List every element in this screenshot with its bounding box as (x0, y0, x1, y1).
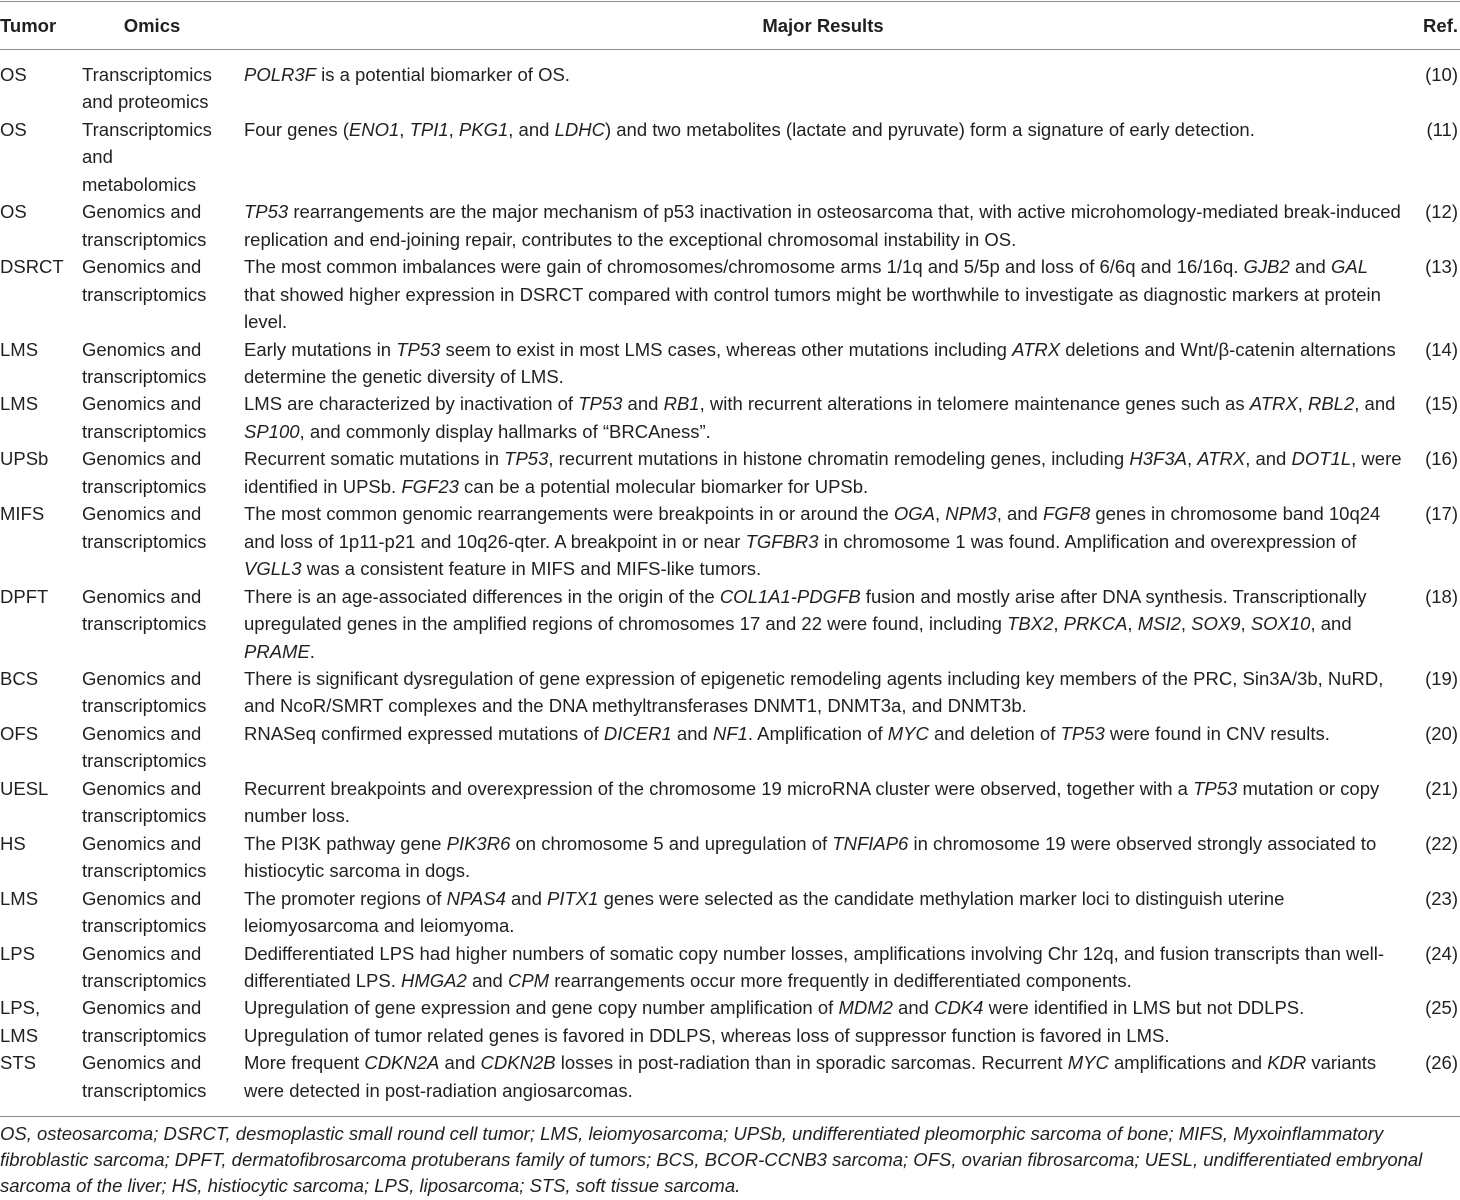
gene-name: DOT1L (1291, 448, 1352, 470)
major-results-cell (244, 885, 1410, 940)
table-row (0, 198, 1460, 253)
gene-name: MYC (1067, 1052, 1109, 1074)
gene-name: HMGA2 (401, 969, 467, 991)
ref-cell: (20) (1425, 722, 1458, 744)
results-text: on chromosome 5 and upregulation of (510, 832, 833, 854)
gene-name: KDR (1267, 1052, 1307, 1074)
major-results-cell (244, 336, 1410, 391)
results-text: genes were selected as the candidate methylation marker loci to distinguish uterine leiomyosarcoma and leiomyoma. (244, 887, 1285, 937)
omics-cell: Genomics and transcriptomics (82, 585, 207, 635)
tumor-cell: UESL (0, 777, 49, 799)
ref-cell: (18) (1425, 585, 1458, 607)
results-text: , (448, 118, 459, 140)
results-text: was a consistent feature in MIFS and MIFS-like tumors. (301, 558, 762, 580)
results-text: Dedifferentiated LPS had higher numbers of somatic copy number losses, amplifications involving Chr 12q, and fusion transcripts than well-differentiated LPS. (244, 942, 1385, 991)
omics-cell: Genomics and transcriptomics (82, 338, 207, 387)
major-results-cell (244, 198, 1410, 253)
results-text: , and commonly display hallmarks of “BRCAness”. (299, 420, 711, 442)
gene-name: TP53 (1060, 722, 1105, 744)
table-row (0, 336, 1460, 391)
table-row (0, 500, 1460, 582)
gene-name: RBL2 (1307, 393, 1355, 415)
gene-name: ATRX (1012, 338, 1061, 360)
major-results-cell (244, 116, 1410, 198)
results-text: seem to exist in most LMS cases, whereas other mutations including (440, 338, 1013, 360)
results-text: amplifications and (1108, 1052, 1268, 1074)
results-text: ) and two metabolites (lactate and pyruvate) form a signature of early detection. (604, 118, 1255, 140)
gene-name: CDKN2A (364, 1052, 440, 1074)
gene-name: POLR3F (244, 64, 316, 85)
header-ref: Ref. (1410, 1, 1460, 50)
tumor-cell: HS (0, 832, 26, 854)
omics-cell: Transcriptomics and proteomics (82, 64, 212, 113)
table-row (0, 720, 1460, 775)
omics-cell: Genomics and transcriptomics (82, 201, 207, 250)
results-text: and (439, 1052, 481, 1074)
tumor-cell: LMS (0, 393, 39, 415)
tumor-cell: LMS (0, 887, 39, 909)
results-text: and deletion of (928, 722, 1061, 744)
ref-cell: (24) (1425, 942, 1458, 964)
results-text: fusion and mostly arise after DNA synthesis. Transcriptionally upregulated genes in the amplified regions of chromosomes 17 and 22 were found, including (244, 585, 1367, 635)
results-text: , (1240, 613, 1251, 635)
results-text: Early mutations in (244, 338, 397, 360)
omics-cell: Genomics and transcriptomics (82, 667, 207, 717)
results-text: in chromosome 19 were observed strongly associated to histiocytic sarcoma in dogs. (244, 832, 1377, 882)
gene-name: GAL (1330, 256, 1368, 278)
results-text: There is an age-associated differences in the origin of the (244, 585, 720, 607)
gene-name: PIK3R6 (446, 832, 511, 854)
table-row (0, 445, 1460, 500)
gene-name: TGFBR3 (745, 530, 819, 552)
results-text: that showed higher expression in DSRCT compared with control tumors might be worthwhile to investigate as diagnostic markers at protein level. (244, 283, 1381, 333)
table-row (0, 830, 1460, 885)
results-text: and (505, 887, 548, 909)
results-text: were found in CNV results. (1104, 722, 1330, 744)
table-row (0, 994, 1460, 1049)
gene-name: OGA (893, 503, 936, 525)
results-text: , and (1245, 448, 1292, 470)
results-text: , (1180, 613, 1192, 635)
table-row (0, 665, 1460, 720)
header-tumor: Tumor (0, 1, 82, 50)
gene-name: RB1 (663, 393, 700, 415)
results-text: mutation or copy number loss. (244, 777, 1380, 827)
gene-name: PKG1 (458, 118, 509, 140)
results-text: RNASeq confirmed expressed mutations of (244, 722, 604, 744)
ref-cell: (23) (1425, 887, 1458, 909)
results-text: , (399, 118, 410, 140)
gene-name: GJB2 (1243, 256, 1290, 278)
results-text: , with recurrent alterations in telomere maintenance genes such as (699, 393, 1250, 415)
results-text: rearrangements occur more frequently in dedifferentiated components. (549, 969, 1132, 991)
results-text: and (671, 722, 713, 744)
tumor-cell: STS (0, 1049, 82, 1117)
table-row (0, 1049, 1460, 1117)
results-text: , (1297, 393, 1308, 415)
ref-cell: (17) (1425, 503, 1458, 525)
gene-name: VGLL3 (244, 558, 302, 580)
gene-name: TP53 (244, 201, 289, 223)
results-text: . Amplification of (747, 722, 888, 744)
results-text: , (1186, 448, 1198, 470)
gene-name: MSI2 (1137, 613, 1181, 635)
ref-cell: (21) (1425, 777, 1458, 799)
gene-name: PRAME (244, 640, 310, 662)
header-row (0, 1, 1460, 50)
omics-cell: Genomics and transcriptomics (82, 832, 207, 882)
major-results-cell (244, 583, 1410, 665)
major-results-cell (244, 390, 1410, 445)
header-major-results: Major Results (244, 1, 1410, 50)
omics-cell: Genomics and transcriptomics (82, 777, 207, 827)
header-omics: Omics (82, 1, 244, 50)
results-text: variants were detected in post-radiation angiosarcomas. (244, 1052, 1377, 1101)
omics-cell: Genomics and transcriptomics (82, 887, 207, 937)
omics-cell: Genomics and transcriptomics (82, 448, 207, 497)
gene-name: PITX1 (547, 887, 599, 909)
omics-cell: Transcriptomics and metabolomics (82, 118, 212, 195)
omics-cell: Genomics and transcriptomics (82, 1049, 244, 1117)
gene-name: ENO1 (348, 118, 400, 140)
results-text: and (466, 969, 508, 991)
results-text: in chromosome 1 was found. Amplification and overexpression of (818, 530, 1357, 552)
major-results-cell (244, 940, 1410, 995)
tumor-cell: MIFS (0, 503, 45, 525)
ref-cell: (14) (1425, 338, 1458, 360)
results-text: , (1053, 613, 1064, 635)
results-text: . (309, 640, 315, 662)
gene-name: FGF8 (1043, 503, 1091, 525)
ref-cell: (11) (1426, 118, 1458, 140)
ref-cell: (16) (1425, 448, 1458, 470)
tumor-cell: OS (0, 64, 27, 85)
tumor-cell: LPS, LMS (0, 997, 41, 1046)
gene-name: MDM2 (838, 997, 893, 1019)
gene-name: ATRX (1197, 448, 1246, 470)
omics-cell: Genomics and transcriptomics (82, 393, 207, 442)
ref-cell: (26) (1410, 1049, 1460, 1117)
gene-name: NF1 (712, 722, 748, 744)
ref-cell: (10) (1425, 64, 1458, 85)
results-text: , and (996, 503, 1043, 525)
results-text: , recurrent mutations in histone chromatin remodeling genes, including (548, 448, 1130, 470)
gene-name: H3F3A (1129, 448, 1187, 470)
table-row (0, 50, 1460, 116)
results-text: Recurrent breakpoints and overexpression of the chromosome 19 microRNA cluster were observed, together with a (244, 777, 1194, 799)
results-text: deletions and Wnt/β-catenin alternations determine the genetic diversity of LMS. (244, 338, 1396, 387)
gene-name: TP53 (504, 448, 549, 470)
gene-name: SOX9 (1191, 613, 1241, 635)
ref-cell: (13) (1425, 256, 1458, 278)
gene-name: PRKCA (1063, 613, 1128, 635)
results-text: , and (1310, 613, 1352, 635)
omics-cell: Genomics and transcriptomics (82, 503, 207, 552)
gene-name: DICER1 (603, 722, 672, 744)
results-text: Four genes ( (244, 118, 349, 140)
results-text: The most common genomic rearrangements were breakpoints in or around the (244, 503, 894, 525)
gene-name: ATRX (1249, 393, 1298, 415)
results-text: LMS are characterized by inactivation of (244, 393, 579, 415)
ref-cell: (19) (1425, 667, 1458, 689)
major-results-cell (244, 445, 1410, 500)
ref-cell: (22) (1425, 832, 1458, 854)
major-results-cell (244, 500, 1410, 582)
major-results-cell (244, 665, 1410, 720)
results-text: , and (1354, 393, 1396, 415)
gene-name: TNFIAP6 (832, 832, 909, 854)
gene-name: TP53 (1193, 777, 1238, 799)
results-text: The PI3K pathway gene (244, 832, 447, 854)
omics-cell: Genomics and transcriptomics (82, 942, 207, 991)
results-text: is a potential biomarker of OS. (315, 64, 570, 85)
results-text: Recurrent somatic mutations in (244, 448, 505, 470)
results-text: rearrangements are the major mechanism of p53 inactivation in osteosarcoma that, with active microhomology-mediated break-induced replication and end-joining repair, contributes to the exceptional chromosomal instability in OS. (244, 201, 1401, 250)
gene-name: SOX10 (1250, 613, 1311, 635)
results-text: There is significant dysregulation of gene expression of epigenetic remodeling agents including key members of the PRC, Sin3A/3b, NuRD, and NcoR/SMRT complexes and the DNA methyltransferases DNMT1, DNMT3a, and DNMT3b. (244, 667, 1384, 717)
table-row (0, 253, 1460, 335)
results-text: and (622, 393, 664, 415)
table-body (0, 50, 1460, 1117)
omics-cell: Genomics and transcriptomics (82, 256, 207, 305)
results-text: , were identified in UPSb. (244, 448, 1402, 497)
results-text: were identified in LMS but not DDLPS. Upregulation of tumor related genes is favored in DDLPS, whereas loss of suppressor function is favored in LMS. (244, 997, 1305, 1046)
results-text: , (1127, 613, 1138, 635)
tumor-cell: BCS (0, 667, 39, 689)
table-row (0, 116, 1460, 198)
table-header (0, 1, 1460, 50)
results-text: The most common imbalances were gain of chromosomes/chromosome arms 1/1q and 5/5p and loss of 6/6q and 16/16q. (244, 256, 1244, 278)
tumor-cell: UPSb (0, 448, 49, 470)
table-row (0, 775, 1460, 830)
results-text: and (1289, 256, 1331, 278)
gene-name: CPM (507, 969, 550, 991)
omics-cell: Genomics and transcriptomics (82, 997, 207, 1046)
gene-name: TP53 (396, 338, 441, 360)
gene-name: MYC (887, 722, 929, 744)
results-text: More frequent (244, 1052, 365, 1074)
major-results-cell (244, 1049, 1410, 1117)
table-row (0, 885, 1460, 940)
major-results-cell (244, 50, 1410, 116)
tumor-cell: OS (0, 118, 27, 140)
major-results-cell (244, 720, 1410, 775)
ref-cell: (15) (1425, 393, 1458, 415)
gene-name: FGF23 (401, 475, 459, 497)
results-text: Upregulation of gene expression and gene copy number amplification of (244, 997, 839, 1019)
major-results-cell (244, 830, 1410, 885)
gene-name: TBX2 (1007, 613, 1054, 635)
gene-name: CDK4 (934, 997, 984, 1019)
gene-name: TP53 (578, 393, 623, 415)
results-text: The promoter regions of (244, 887, 447, 909)
gene-name: COL1A1-PDGFB (719, 585, 861, 607)
results-text: , and (508, 118, 555, 140)
tumor-cell: OS (0, 201, 27, 223)
gene-name: NPAS4 (446, 887, 506, 909)
ref-cell: (25) (1425, 997, 1458, 1019)
results-text: genes in chromosome band 10q24 and loss of 1p11-p21 and 10q26-qter. A breakpoint in or near (244, 503, 1381, 552)
major-results-cell (244, 775, 1410, 830)
results-text: losses in post-radiation than in sporadic sarcomas. Recurrent (555, 1052, 1068, 1074)
table-row (0, 390, 1460, 445)
tumor-cell: OFS (0, 722, 39, 744)
table-row (0, 940, 1460, 995)
ref-cell: (12) (1425, 201, 1458, 223)
results-text: can be a potential molecular biomarker for UPSb. (458, 475, 869, 497)
tumor-cell: DPFT (0, 585, 49, 607)
results-text: and (892, 997, 935, 1019)
table-row (0, 583, 1460, 665)
gene-name: SP100 (244, 420, 300, 442)
table-footnote: OS, osteosarcoma; DSRCT, desmoplastic small round cell tumor; LMS, leiomyosarcoma; UPSb, undifferentiated pleomorphic sarcoma of bone; MIFS, Myxoinflammatory fibroblastic sarcoma; DPFT, dermatofibrosarcoma protuberans family of tumors; BCS, BCOR-CCNB3 sarcoma; OFS, ovarian fibrosarcoma; UESL, undifferentiated embryonal sarcoma of the liver; HS, histiocytic sarcoma; LPS, liposarcoma; STS, soft tissue sarcoma. (0, 1123, 1423, 1197)
major-results-cell (244, 994, 1410, 1049)
omics-results-table (0, 1, 1460, 1117)
omics-cell: Genomics and transcriptomics (82, 722, 207, 772)
gene-name: CDKN2B (480, 1052, 556, 1074)
results-text: , (935, 503, 946, 525)
tumor-cell: LMS (0, 338, 39, 360)
gene-name: NPM3 (945, 503, 997, 525)
tumor-cell: LPS (0, 942, 35, 964)
gene-name: LDHC (554, 118, 605, 140)
gene-name: TPI1 (409, 118, 449, 140)
major-results-cell (244, 253, 1410, 335)
tumor-cell: DSRCT (0, 256, 64, 278)
